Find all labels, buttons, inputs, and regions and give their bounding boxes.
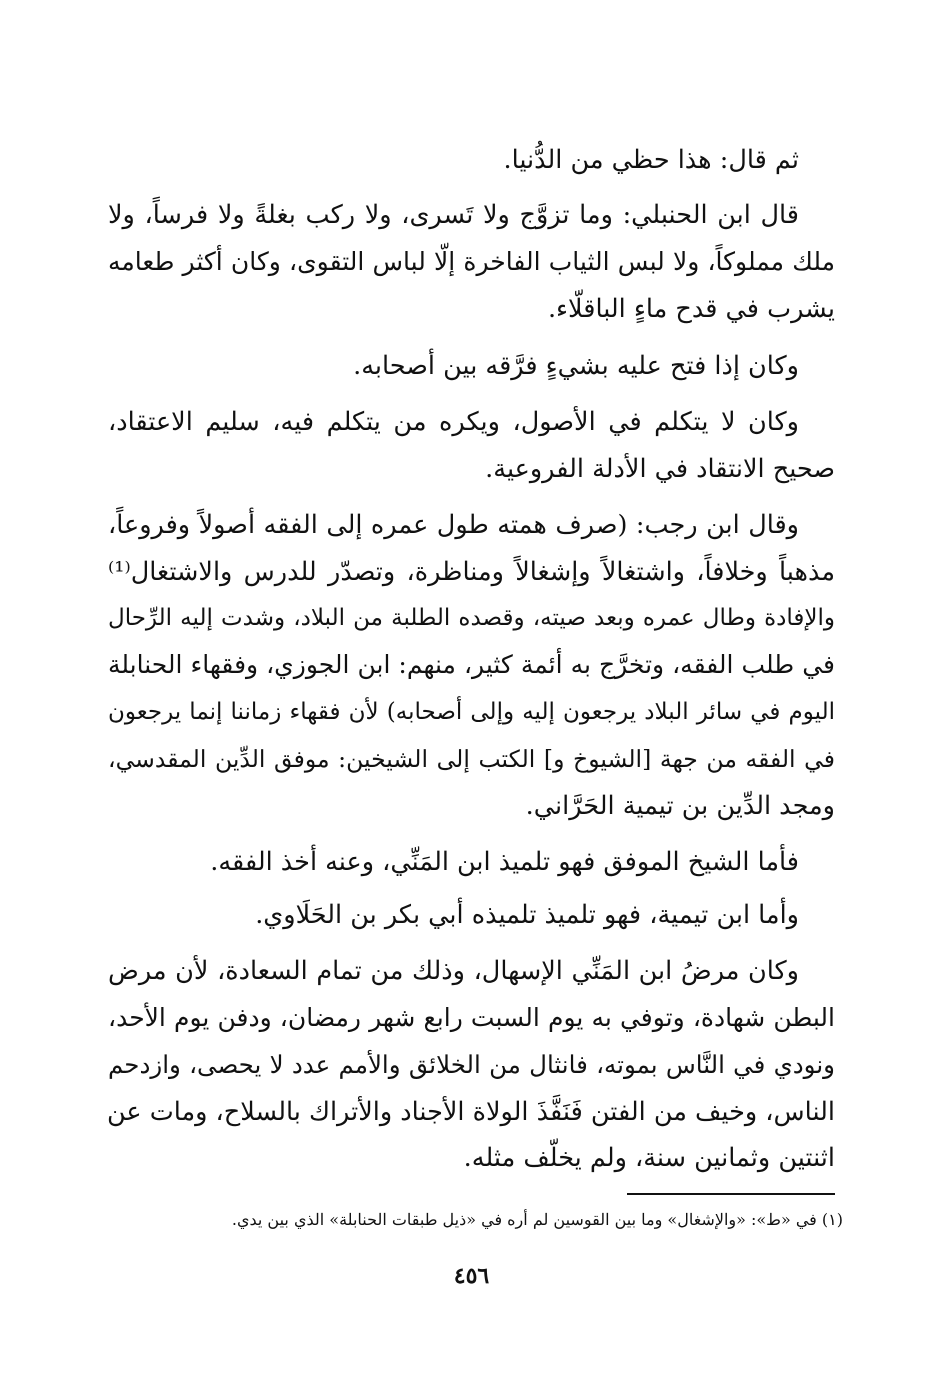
text-line-3: ملك مملوكاً، ولا لبس الثياب الفاخرة إلّا لباس التقوى، وكان أكثر طعامه: [108, 247, 835, 276]
text-line-18: البطن شهادة، وتوفي به يوم السبت رابع شهر رمضان، ودفن يوم الأحد،: [108, 1003, 835, 1032]
text-line-11: في طلب الفقه، وتخرَّج به أئمة كثير، منهم: ابن الجوزي، وفقهاء الحنابلة: [108, 650, 835, 679]
text-line-13: في الفقه من جهة [الشيوخ و] الكتب إلى الشيخين: موفق الدِّين المقدسي،: [108, 745, 835, 773]
footnote-divider: [627, 1193, 835, 1195]
text-line-2: قال ابن الحنبلي: وما تزوَّج ولا تَسرى، ولا ركب بغلةً ولا فرساً، ولا: [108, 200, 799, 230]
text-line-8: وقال ابن رجب: (صرف همته طول عمره إلى الفقه أصولاً وفروعاً،: [108, 510, 799, 540]
text-line-10: والإفادة وطال عمره وبعد صيته، وقصده الطلبة من البلاد، وشدت إليه الرِّحال: [108, 605, 835, 631]
footnote: (١) في «ط»: «والإشغال» وما بين القوسين لم أره في «ذيل طبقات الحنابلة» الذي بين يدي.: [231, 1210, 843, 1229]
text-line-9: مذهباً وخلافاً، واشتغالاً وإشغالاً ومناظرة، وتصدّر للدرس والاشتغال⁽¹⁾: [108, 557, 835, 587]
text-line-5: وكان إذا فتح عليه بشيءٍ فرَّقه بين أصحابه.: [353, 351, 799, 381]
text-line-17: وكان مرضُ ابن المَنِّي الإسهال، وذلك من تمام السعادة، لأن مرض: [108, 956, 799, 986]
text-line-6: وكان لا يتكلم في الأصول، ويكره من يتكلم فيه، سليم الاعتقاد،: [108, 407, 799, 437]
text-line-4: يشرب في قدح ماءٍ الباقلّاء.: [547, 294, 835, 324]
text-line-1: ثم قال: هذا حظي من الدُّنيا.: [503, 145, 799, 175]
page-number: ٤٥٦: [453, 1263, 490, 1289]
text-line-21: اثنتين وثمانين سنة، ولم يخلّف مثله.: [463, 1143, 835, 1173]
text-line-7: صحيح الانتقاد في الأدلة الفروعية.: [485, 454, 835, 484]
text-line-16: وأما ابن تيمية، فهو تلميذ تلميذه أبي بكر بن الحَلَاوي.: [255, 900, 799, 930]
text-line-12: اليوم في سائر البلاد يرجعون إليه وإلى أصحابه) لأن فقهاء زماننا إنما يرجعون: [108, 699, 835, 725]
text-line-19: ونودي في النَّاس بموته، فانثال من الخلائق والأمم عدد لا يحصى، وازدحم: [108, 1050, 835, 1079]
text-line-14: ومجد الدِّين بن تيمية الحَرَّاني.: [525, 791, 835, 821]
text-line-15: فأما الشيخ الموفق فهو تلميذ ابن المَنِّي، وعنه أخذ الفقه.: [210, 847, 799, 877]
text-line-20: الناس، وخيف من الفتن فَنَفَّذَ الولاة الأجناد والأتراك بالسلاح، ومات عن: [106, 1097, 835, 1127]
